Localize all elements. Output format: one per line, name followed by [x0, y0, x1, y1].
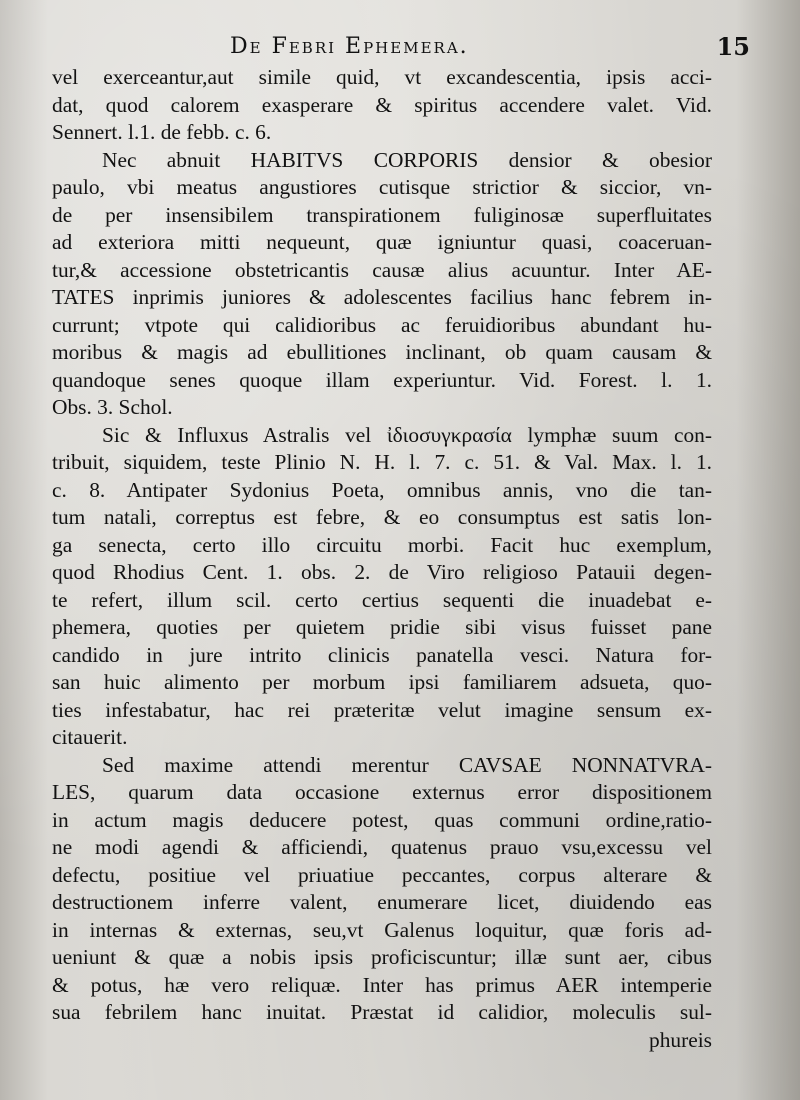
text-line: candido in jure intrito clinicis panatella vesci. Natura for-: [52, 642, 712, 667]
text-line: te refert, illum scil. certo certius sequenti die inuadebat e-: [52, 587, 712, 612]
text-line: de per insensibilem transpirationem fuliginosæ superfluitates: [52, 202, 712, 227]
body-text: [52, 64, 712, 1054]
text-line: ga senecta, certo illo circuitu morbi. Facit huc exemplum,: [52, 532, 712, 557]
running-title: De Febri Ephemera.: [230, 34, 469, 59]
text-line: in internas & externas, seu,vt Galenus loquitur, quæ foris ad-: [52, 917, 712, 942]
text-line: tum natali, correptus est febre, & eo consumptus est satis lon-: [52, 505, 712, 529]
paragraph-start: Sic & Influxus Astralis vel ἰδιοσυγκρασία lymphæ suum con-: [102, 422, 712, 447]
text-line: c. 8. Antipater Sydonius Poeta, omnibus annis, vno die tan-: [52, 477, 712, 502]
text-line: ne modi agendi & afficiendi, quatenus prauo vsu,excessu vel: [52, 835, 712, 859]
text-line: tribuit, siquidem, teste Plinio N. H. l. 7. c. 51. & Val. Max. l. 1.: [52, 450, 712, 474]
text-line: currunt; vtpote qui calidioribus ac feruidioribus abundant hu-: [52, 312, 712, 337]
paragraph-start: Nec abnuit HABITVS CORPORIS densior & obesior: [102, 147, 712, 172]
text-line: moribus & magis ad ebullitiones inclinant, ob quam causam &: [52, 340, 712, 364]
text-line: LES, quarum data occasione externus error dispositionem: [52, 780, 712, 804]
text-line: san huic alimento per morbum ipsi familiarem adsueta, quo-: [52, 670, 712, 694]
text-line: ueniunt & quæ a nobis ipsis proficiscuntur; illæ sunt aer, cibus: [52, 945, 712, 969]
page-number: 15: [716, 32, 750, 61]
text-line: tur,& accessione obstetricantis causæ alius acuuntur. Inter AE-: [52, 257, 712, 282]
text-line: defectu, positiue vel priuatiue peccantes, corpus alterare &: [52, 862, 712, 887]
text-line: vel exerceantur,aut simile quid, vt excandescentia, ipsis acci-: [52, 65, 712, 89]
text-line: dat, quod calorem exasperare & spiritus accendere valet. Vid.: [52, 92, 712, 117]
text-line: paulo, vbi meatus angustiores cutisque strictior & siccior, vn-: [52, 175, 712, 199]
text-line: ad exteriora mitti nequeunt, quæ igniuntur quasi, coaceruan-: [52, 230, 712, 254]
text-line: Obs. 3. Schol.: [52, 395, 173, 419]
text-line: ties infestabatur, hac rei præteritæ velut imagine sensum ex-: [52, 697, 712, 722]
catchword: phureis: [649, 1027, 712, 1052]
text-line: quandoque senes quoque illam experiuntur. Vid. Forest. l. 1.: [52, 367, 712, 392]
text-line: citauerit.: [52, 725, 128, 749]
text-line: destructionem inferre valent, enumerare licet, diuidendo eas: [52, 890, 712, 914]
text-line: TATES inprimis juniores & adolescentes facilius hanc febrem in-: [52, 285, 712, 309]
paragraph-start: Sed maxime attendi merentur CAVSAE NONNATVRA-: [102, 752, 712, 777]
text-line: sua febrilem hanc inuitat. Præstat id calidior, moleculis sul-: [52, 1000, 712, 1024]
text-line: quod Rhodius Cent. 1. obs. 2. de Viro religioso Patauii degen-: [52, 560, 712, 584]
text-line: Sennert. l.1. de febb. c. 6.: [52, 120, 272, 144]
text-line: & potus, hæ vero reliquæ. Inter has primus AER intemperie: [52, 972, 712, 997]
text-line: in actum magis deducere potest, quas communi ordine,ratio-: [52, 807, 712, 832]
text-line: phemera, quoties per quietem pridie sibi visus fuisset pane: [52, 615, 712, 639]
